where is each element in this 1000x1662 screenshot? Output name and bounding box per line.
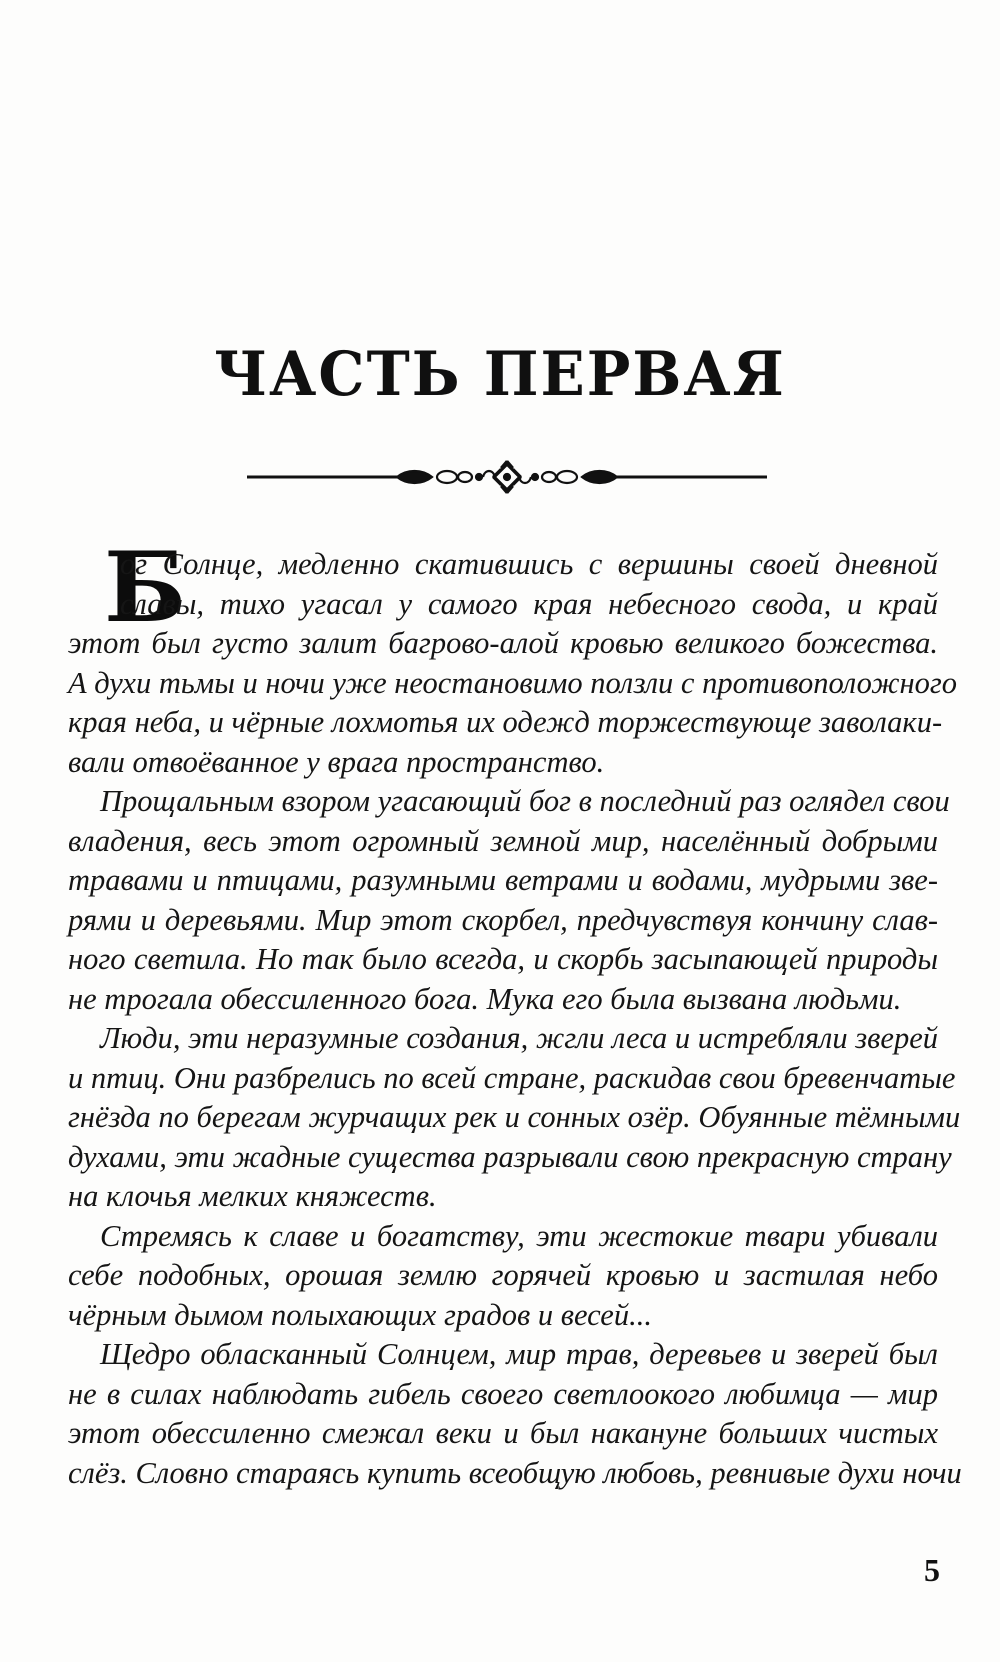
text-line: не в силах наблюдать гибель своего светлоокого любимца — мир xyxy=(68,1376,938,1411)
text-line: вали отвоёванное у врага пространство. xyxy=(68,744,605,779)
text-line: не трогала обессиленного бога. Мука его была вызвана людьми. xyxy=(68,981,902,1016)
text-line: Люди, эти неразумные создания, жгли леса и истребляли зверей xyxy=(100,1021,938,1055)
text-line: Щедро обласканный Солнцем, мир трав, деревьев и зверей был xyxy=(100,1337,938,1371)
text-line: владения, весь этот огромный земной мир, населённый добрыми xyxy=(68,823,938,858)
text-line: А духи тьмы и ночи уже неостановимо ползли с противоположного xyxy=(68,665,957,700)
body-text xyxy=(68,545,962,1493)
chapter-heading: ЧАСТЬ ПЕРВАЯ xyxy=(214,338,786,410)
text-line: Прощальным взором угасающий бог в последний раз оглядел свои xyxy=(100,784,950,818)
text-line: на клочья мелких княжеств. xyxy=(68,1179,437,1213)
text-line: себе подобных, орошая землю горячей кровью и застилая небо xyxy=(68,1258,938,1292)
text-line: ог Солнце, медленно скатившись с вершины своей дневной xyxy=(120,547,938,581)
text-line: этот был густо залит багрово-алой кровью великого божества. xyxy=(68,626,938,660)
text-line: слёз. Словно стараясь купить всеобщую любовь, ревнивые духи ночи xyxy=(68,1455,962,1490)
text-line: чёрным дымом полыхающих градов и весей... xyxy=(68,1297,652,1332)
text-line: и птиц. Они разбрелись по всей стране, раскидав свои бревенчатые xyxy=(68,1060,956,1095)
drop-cap-letter: Б xyxy=(104,531,187,644)
text-line: Стремясь к славе и богатству, эти жестокие твари убивали xyxy=(100,1218,938,1253)
text-line: травами и птицами, разумными ветрами и водами, мудрыми зве- xyxy=(68,863,938,897)
text-line: ного светила. Но так было всегда, и скорбь засыпающей природы xyxy=(68,942,938,976)
text-line: славы, тихо угасал у самого края небесного свода, и край xyxy=(120,586,938,621)
text-line: края неба, и чёрные лохмотья их одежд торжествующе заволаки- xyxy=(68,705,943,739)
text-line: духами, эти жадные существа разрывали свою прекрасную страну xyxy=(68,1139,952,1174)
text-line: рями и деревьями. Мир этот скорбел, предчувствуя кончину слав- xyxy=(68,902,938,937)
ornament-divider-icon xyxy=(247,455,767,499)
text-line: этот обессиленно смежал веки и был накануне больших чистых xyxy=(68,1416,938,1450)
text-line: гнёзда по берегам журчащих рек и сонных озёр. Обуянные тёмными xyxy=(68,1100,961,1134)
page-number: 5 xyxy=(924,1552,940,1588)
